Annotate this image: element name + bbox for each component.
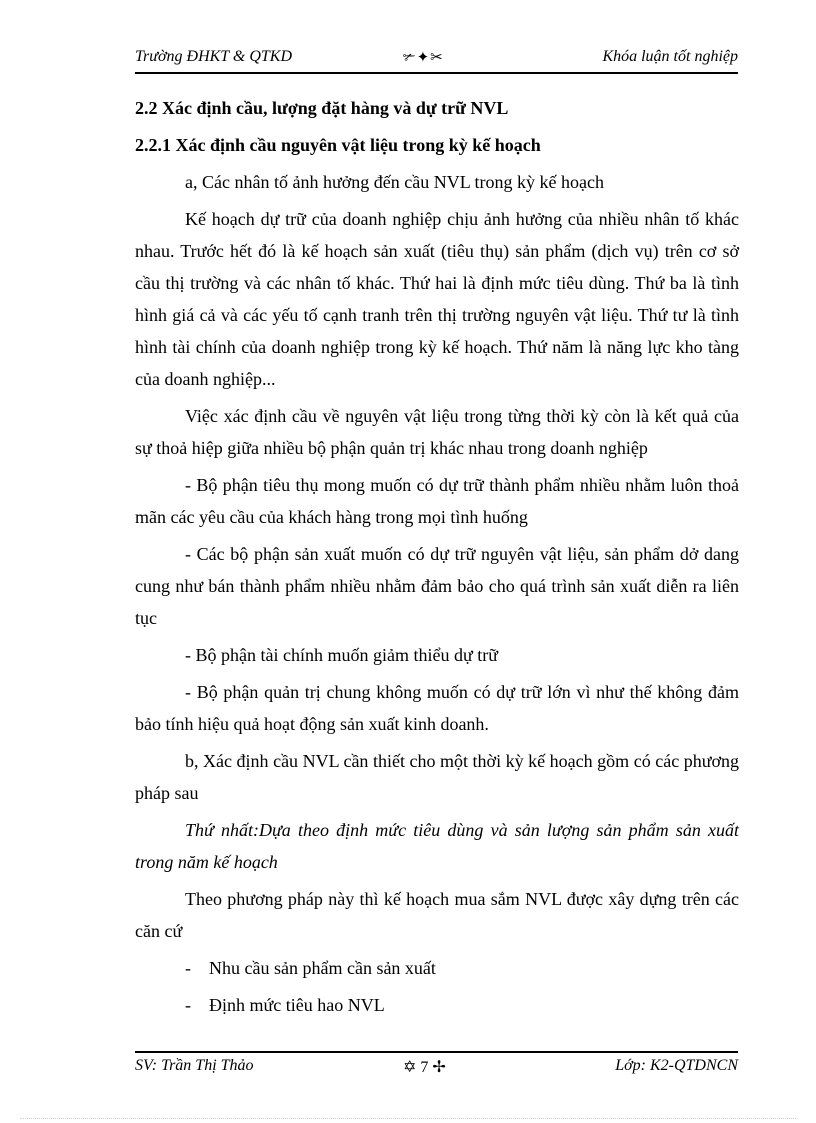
dash-item-sales: - Bộ phận tiêu thụ mong muốn có dự trữ thành phẩm nhiều nhằm luôn thoả mãn các yêu cầu của khách hàng trong mọi tình huống — [135, 475, 739, 527]
subsection-heading: 2.2.1 Xác định cầu nguyên vật liệu trong kỳ kế hoạch — [135, 135, 541, 155]
page-header — [135, 46, 738, 74]
dash-item-production: - Các bộ phận sản xuất muốn có dự trữ nguyên vật liệu, sản phẩm dở dang cung như bán thành phẩm nhiều nhằm đảm bảo cho quá trình sản xuất diễn ra liên tục — [135, 544, 739, 628]
bullet-dash: - — [185, 995, 191, 1015]
paragraph-a: a, Các nhân tố ảnh hưởng đến cầu NVL trong kỳ kế hoạch — [185, 172, 604, 192]
bullet-text: Định mức tiêu hao NVL — [209, 995, 385, 1015]
header-school: Trường ĐHKT & QTKD — [135, 48, 293, 65]
section-heading: 2.2 Xác định cầu, lượng đặt hàng và dự trữ NVL — [135, 98, 509, 118]
list-item — [185, 952, 739, 984]
header-thesis-title: Khóa luận tốt nghiệp — [602, 48, 738, 65]
page-footer — [135, 1051, 738, 1079]
footer-student: SV: Trần Thị Thảo — [135, 1057, 254, 1074]
italic-method-paragraph: Thứ nhất:Dựa theo định mức tiêu dùng và sản lượng sản phẩm sản xuất trong năm kế hoạch — [135, 820, 739, 872]
paragraph-b: b, Xác định cầu NVL cần thiết cho một thời kỳ kế hoạch gồm có các phương pháp sau — [135, 751, 739, 803]
main-content — [135, 92, 739, 1026]
paragraph-compromise: Việc xác định cầu về nguyên vật liệu trong từng thời kỳ còn là kết quả của sự thoả hiệp giữa nhiều bộ phận quản trị khác nhau trong doanh nghiệp — [135, 406, 739, 458]
footer-class: Lớp: K2-QTDNCN — [615, 1057, 738, 1074]
dash-item-finance: - Bộ phận tài chính muốn giảm thiểu dự trữ — [185, 645, 498, 665]
header-ornament: ✃✦✂ — [403, 50, 444, 66]
paragraph-method: Theo phương pháp này thì kế hoạch mua sắm NVL được xây dựng trên các căn cứ — [135, 889, 739, 941]
footer-page-number: ✡ 7 ✢ — [403, 1059, 446, 1076]
bullet-dash: - — [185, 958, 191, 978]
list-item — [185, 989, 739, 1021]
bullet-text: Nhu cầu sản phẩm cần sản xuất — [209, 958, 436, 978]
dash-item-management: - Bộ phận quản trị chung không muốn có dự trữ lớn vì như thế không đảm bảo tính hiệu quả hoạt động sản xuất kinh doanh. — [135, 682, 739, 734]
page-bottom-edge — [20, 1118, 796, 1119]
paragraph-factors: Kế hoạch dự trữ của doanh nghiệp chịu ảnh hưởng của nhiều nhân tố khác nhau. Trước hết đó là kế hoạch sản xuất (tiêu thụ) sản phẩm (dịch vụ) trên cơ sở cầu thị trường và các nhân tố khác. Thứ hai là định mức tiêu dùng. Thứ ba là tình hình giá cả và các yếu tố cạnh tranh trên thị trường nguyên vật liệu. Thứ tư là tình hình tài chính của doanh nghiệp trong kỳ kế hoạch. Thứ năm là năng lực kho tàng của doanh nghiệp... — [135, 209, 739, 389]
